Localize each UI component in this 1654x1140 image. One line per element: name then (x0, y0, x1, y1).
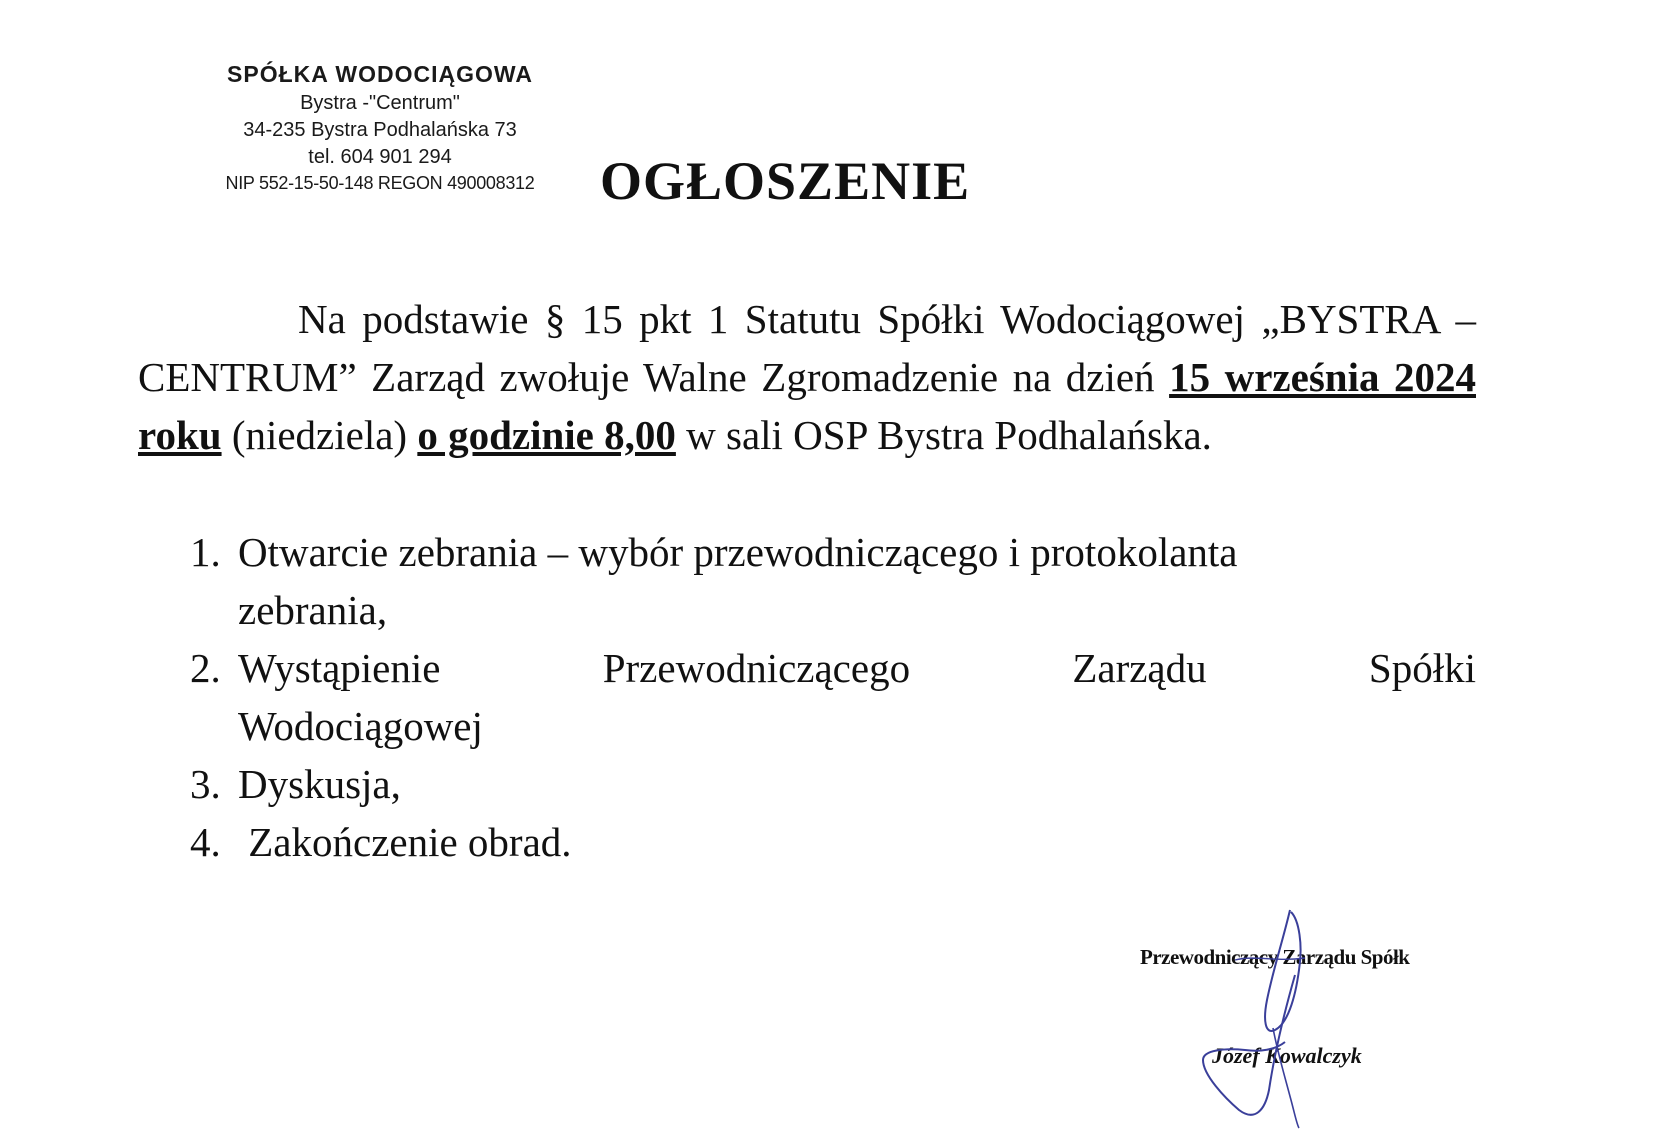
agenda-item-text (238, 639, 1476, 755)
stamp-tax-ids: NIP 552-15-50-148 REGON 490008312 (225, 173, 535, 193)
agenda-item (190, 639, 1476, 755)
paragraph-intro: Na podstawie § 15 pkt 1 Statutu Spółki Wodociągowej „BYSTRA – CENTRUM” Zarząd zwołuje Walne Zgromadzenie na dzień (138, 296, 1476, 400)
agenda-item-number: 4. (190, 819, 221, 865)
stamp-subtitle: Bystra -"Centrum" (300, 92, 460, 114)
company-stamp (190, 58, 570, 196)
agenda-item (190, 523, 1476, 639)
agenda-item (190, 813, 1476, 871)
agenda-item-line: Otwarcie zebrania – wybór przewodniczącego i protokolanta (238, 529, 1238, 575)
agenda-item-line: Wodociągowej (238, 703, 483, 749)
meeting-weekday: (niedziela) (221, 412, 418, 458)
agenda-item (190, 755, 1476, 813)
agenda-item-line: Wystąpienie Przewodniczącego Zarządu Spółki (238, 645, 1476, 691)
agenda-item-number: 3. (190, 761, 221, 807)
agenda-item-line: zebrania, (238, 587, 388, 633)
stamp-company-name: SPÓŁKA WODOCIĄGOWA (227, 61, 533, 87)
announcement-paragraph (138, 290, 1476, 464)
meeting-place: w sali OSP Bystra Podhalańska. (675, 412, 1212, 458)
agenda-item-number: 2. (190, 645, 221, 691)
stamp-phone: tel. 604 901 294 (308, 146, 452, 168)
signatory-name: Józef Kowalczyk (1212, 1043, 1362, 1068)
stamp-address: 34-235 Bystra Podhalańska 73 (243, 119, 517, 141)
agenda-list (190, 523, 1476, 871)
document-title: OGŁOSZENIE (600, 151, 971, 211)
agenda-item-line: Zakończenie obrad. (238, 819, 572, 865)
signatory-role: Przewodniczący Zarządu Spółk (1140, 945, 1410, 969)
meeting-time: o godzinie 8,00 (417, 412, 676, 458)
agenda-item-number: 1. (190, 529, 221, 575)
handwritten-signature (1195, 900, 1375, 1130)
agenda-item-line: Dyskusja, (238, 761, 401, 807)
meeting-date: 15 września 2024 roku (138, 354, 1476, 458)
agenda-item-text (238, 523, 1476, 639)
